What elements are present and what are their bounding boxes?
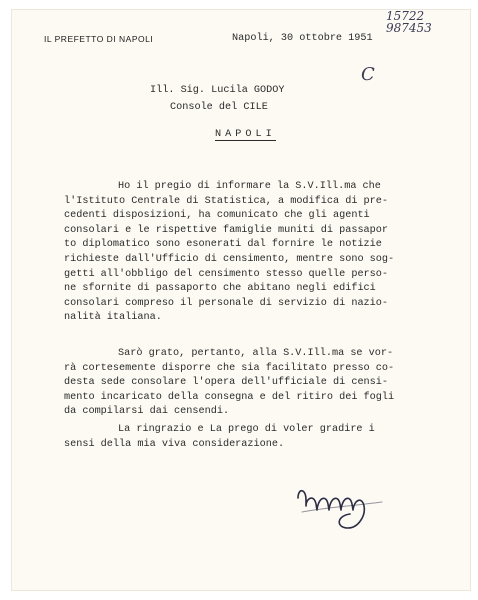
paragraph-line: sensi della mia viva considerazione. (64, 438, 285, 450)
paragraph-line: to diplomatico sono esonerati dal fornire le notizie (64, 239, 382, 251)
addressee-city-text: NAPOLI (215, 129, 276, 140)
paragraph-line: nalità italiana. (64, 312, 162, 324)
body-paragraph-1 (64, 180, 394, 326)
paragraph-line: consolari compreso il personale di servizio di nazio- (64, 297, 389, 309)
paragraph-line: cedenti disposizioni, ha comunicato che gli agenti (64, 210, 370, 222)
letterhead: IL PREFETTO DI NAPOLI (44, 34, 154, 44)
archive-ref-1: 15722 (386, 9, 425, 23)
archive-reference (386, 10, 432, 34)
signature (292, 476, 392, 536)
paragraph-line: desta sede consolare l'opera dell'ufficiale di censi- (64, 377, 389, 389)
addressee-city (215, 128, 276, 143)
paragraph-line: Sarò grato, pertanto, alla S.V.Ill.ma se vor- (118, 348, 394, 359)
paragraph-line: ne sfornite di passaporto che abitano negli edifici (64, 283, 376, 295)
paragraph-line: rà cortesemente disporre che sia facilitato presso co- (64, 362, 395, 374)
paragraph-line: mento incaricato della consegna e del ritiro dei fogli (64, 391, 395, 403)
paragraph-line: La ringrazio e La prego di voler gradire i (118, 424, 375, 435)
paragraph-line: Ho il pregio di informare la S.V.Ill.ma che (118, 181, 381, 192)
paragraph-line: l'Istituto Centrale di Statistica, a modifica di pre- (64, 195, 389, 207)
paragraph-line: da compilarsi dai censendi. (64, 406, 230, 418)
body-paragraph-3 (64, 423, 375, 452)
date-line: Napoli, 30 ottobre 1951 (232, 33, 373, 44)
paragraph-line: getti all'obbligo del censimento stesso quelle perso- (64, 268, 389, 280)
body-paragraph-2 (64, 347, 394, 420)
addressee-name: Ill. Sig. Lucila GODOY (150, 85, 285, 96)
archive-ref-2: 987453 (386, 21, 432, 35)
paragraph-line: richieste dall'Ufficio di censimento, mentre sono sog- (64, 253, 395, 265)
handwritten-mark: C (361, 64, 375, 85)
addressee-title: Console del CILE (170, 102, 268, 113)
paragraph-line: consolari e le rispettive famiglie muniti di passapor (64, 224, 389, 236)
